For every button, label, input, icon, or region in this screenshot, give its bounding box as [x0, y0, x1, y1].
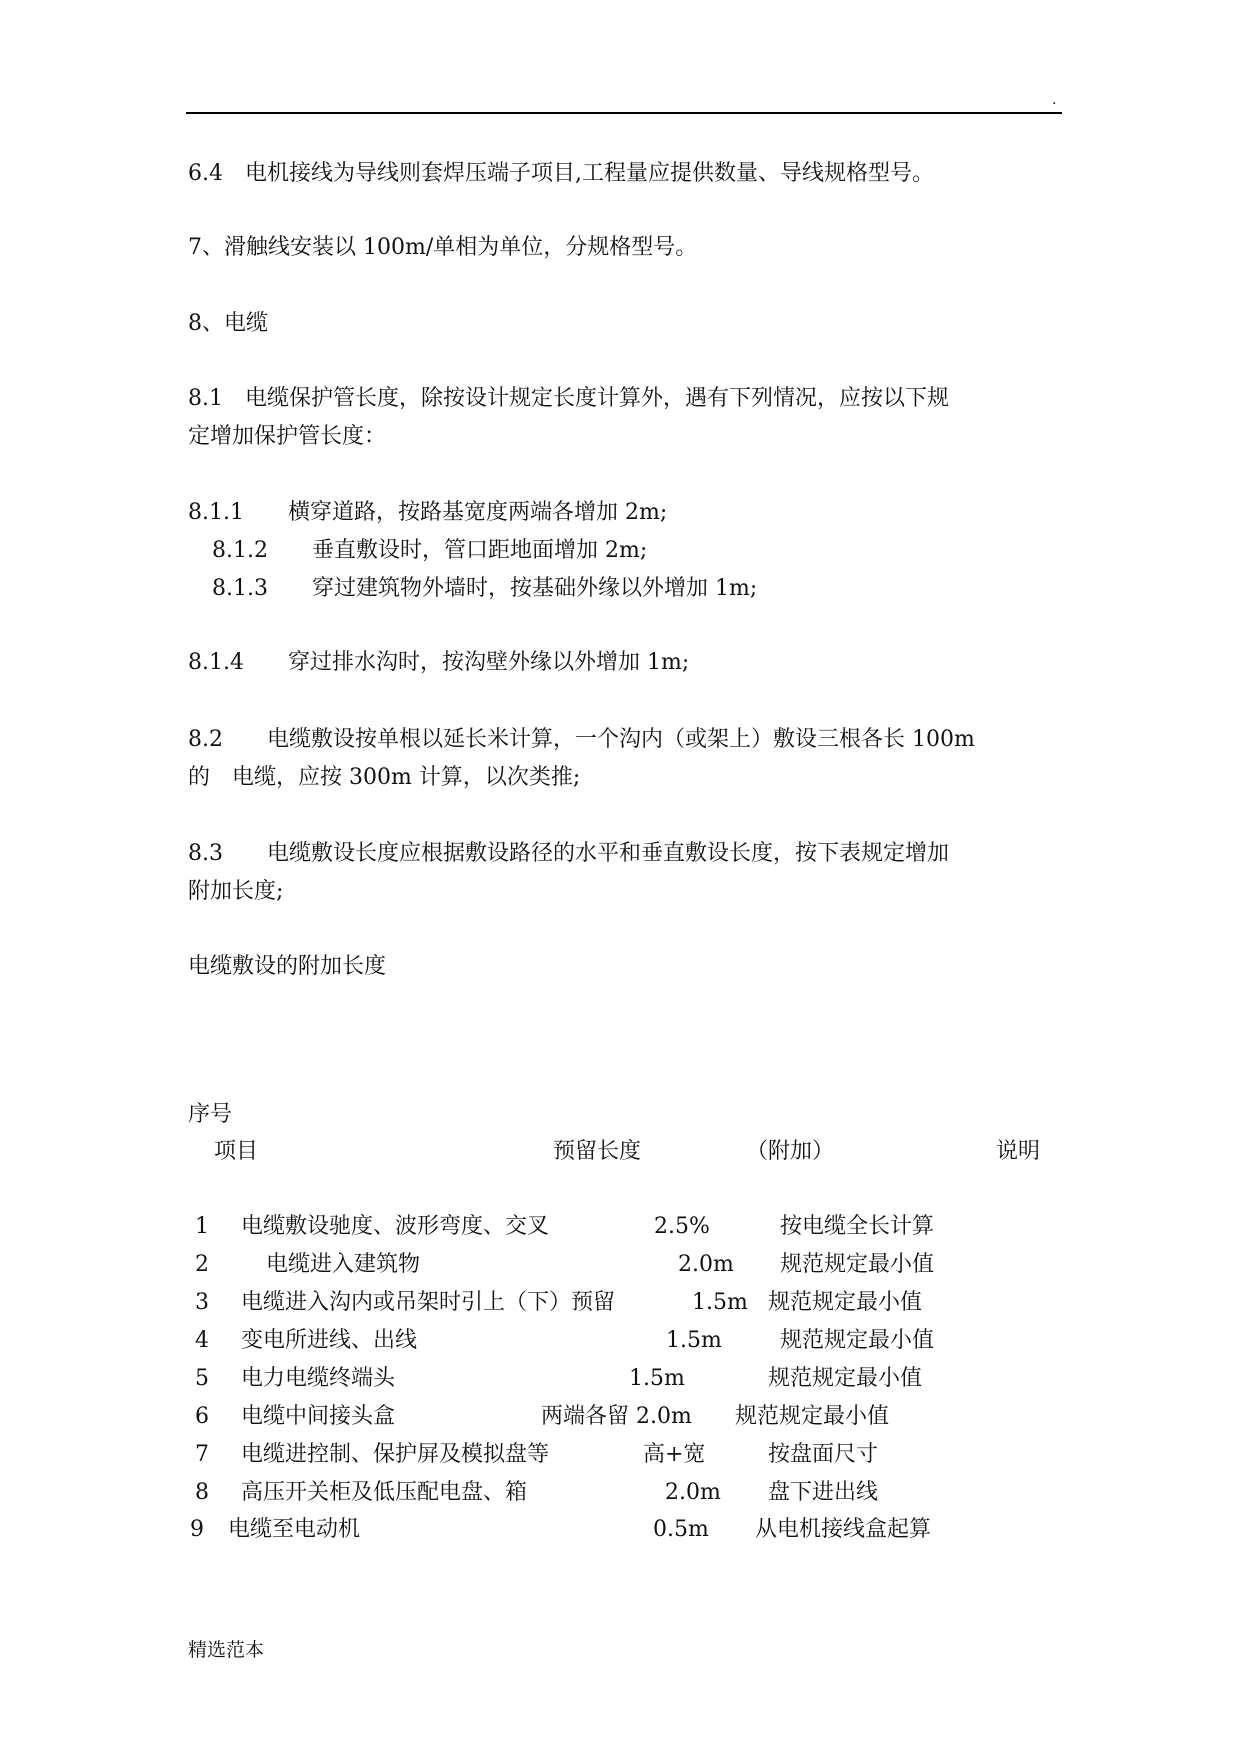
header-rule: [186, 112, 1062, 114]
paragraph-8-1-line-1: 8.1 电缆保护管长度，除按设计规定长度计算外，遇有下列情况，应按以下规: [188, 386, 949, 411]
row-item: 电缆中间接头盒: [241, 1404, 396, 1429]
table-header-item: 项目: [214, 1139, 259, 1164]
footer-text: 精选范本: [188, 1639, 265, 1661]
row-length: 两端各留 2.0m: [541, 1404, 692, 1429]
table-header-seq: 序号: [188, 1102, 233, 1127]
table-header-note: 说明: [996, 1139, 1041, 1164]
row-item: 电缆进控制、保护屏及模拟盘等: [241, 1442, 550, 1467]
row-length: 1.5m: [629, 1366, 685, 1391]
table-header-length: 预留长度: [553, 1139, 642, 1164]
row-length: 2.0m: [678, 1252, 734, 1277]
row-note: 规范规定最小值: [780, 1252, 935, 1277]
paragraph-8-1-line-2: 定增加保护管长度：: [188, 424, 387, 449]
paragraph-8-2-line-2: 的 电缆，应按 300m 计算，以次类推;: [188, 765, 581, 790]
row-number: 9: [190, 1517, 204, 1542]
paragraph-8-1-4: 8.1.4 穿过排水沟时，按沟壁外缘以外增加 1m;: [188, 650, 690, 675]
row-note: 规范规定最小值: [735, 1404, 890, 1429]
row-note: 规范规定最小值: [768, 1366, 923, 1391]
row-number: 8: [195, 1480, 209, 1505]
row-item: 变电所进线、出线: [241, 1328, 418, 1353]
row-note: 按电缆全长计算: [780, 1214, 935, 1239]
row-length: 2.0m: [665, 1480, 721, 1505]
row-length: 2.5%: [654, 1214, 710, 1239]
row-number: 3: [195, 1290, 209, 1315]
header-dot: .: [1052, 92, 1057, 108]
paragraph-7: 7、滑触线安装以 100m/单相为单位，分规格型号。: [188, 235, 698, 260]
row-length: 0.5m: [653, 1517, 709, 1542]
row-number: 4: [195, 1328, 209, 1353]
paragraph-8-3-line-2: 附加长度;: [188, 879, 284, 904]
row-item: 电缆进入沟内或吊架时引上（下）预留: [241, 1290, 616, 1315]
row-number: 5: [195, 1366, 209, 1391]
row-length: 高+宽: [643, 1442, 706, 1467]
paragraph-6-4: 6.4 电机接线为导线则套焊压端子项目,工程量应提供数量、导线规格型号。: [188, 161, 934, 186]
row-note: 规范规定最小值: [780, 1328, 935, 1353]
row-item: 电缆至电动机: [228, 1517, 361, 1542]
row-number: 6: [195, 1404, 209, 1429]
row-item: 电缆敷设驰度、波形弯度、交叉: [241, 1214, 550, 1239]
paragraph-8-1-2: 8.1.2 垂直敷设时，管口距地面增加 2m;: [212, 538, 648, 563]
row-number: 7: [195, 1442, 209, 1467]
row-note: 盘下进出线: [768, 1480, 879, 1505]
table-header-extra: （附加）: [746, 1139, 835, 1164]
paragraph-8-1-1: 8.1.1 横穿道路，按路基宽度两端各增加 2m;: [188, 500, 668, 525]
row-note: 按盘面尺寸: [768, 1442, 879, 1467]
table-title: 电缆敷设的附加长度: [188, 954, 387, 979]
row-note: 从电机接线盒起算: [755, 1517, 932, 1542]
row-note: 规范规定最小值: [768, 1290, 923, 1315]
row-number: 2: [195, 1252, 209, 1277]
row-item: 电力电缆终端头: [241, 1366, 396, 1391]
row-length: 1.5m: [692, 1290, 748, 1315]
paragraph-8-1-3: 8.1.3 穿过建筑物外墙时，按基础外缘以外增加 1m;: [212, 576, 758, 601]
paragraph-8-2-line-1: 8.2 电缆敷设按单根以延长米计算，一个沟内（或架上）敷设三根各长 100m: [188, 727, 975, 752]
row-length: 1.5m: [666, 1328, 722, 1353]
row-item: 高压开关柜及低压配电盘、箱: [241, 1480, 528, 1505]
row-number: 1: [195, 1214, 209, 1239]
row-item: 电缆进入建筑物: [266, 1252, 421, 1277]
paragraph-8-heading: 8、电缆: [188, 311, 268, 336]
paragraph-8-3-line-1: 8.3 电缆敷设长度应根据敷设路径的水平和垂直敷设长度，按下表规定增加: [188, 841, 949, 866]
